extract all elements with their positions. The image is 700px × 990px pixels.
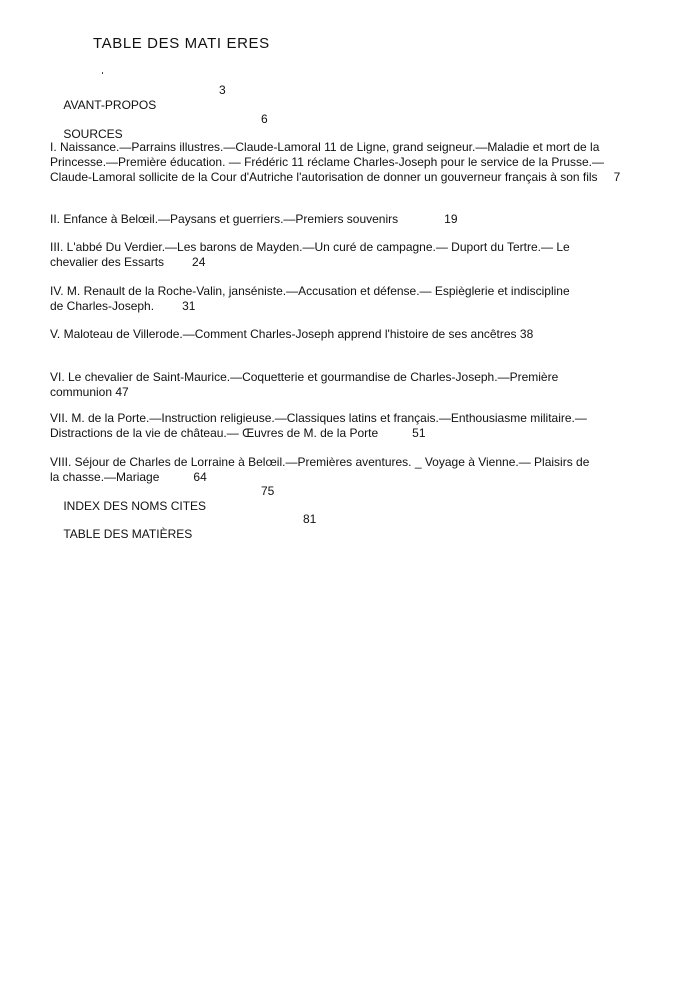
toc-entry-page: 75 — [261, 484, 275, 498]
toc-entry-label: VIII. Séjour de Charles de Lorraine à Belœil.—Premières aventures. _ Voyage à Vienne.— Plaisirs de la chasse.—Mariage — [50, 455, 593, 484]
toc-entry-label: VI. Le chevalier de Saint-Maurice.—Coquetterie et gourmandise de Charles-Joseph.—Première communion — [50, 370, 562, 399]
toc-entry-page: 6 — [261, 112, 268, 126]
toc-entry-page: 51 — [412, 425, 426, 440]
toc-entry-chapter-7 — [50, 411, 610, 441]
toc-entry-label: AVANT-PROPOS — [63, 97, 157, 112]
ink-speck — [102, 72, 103, 74]
toc-entry-label: I. Naissance.—Parrains illustres.—Claude-Lamoral 11 de Ligne, grand seigneur.—Maladie et mort de la Princesse.—Première éducation. — Frédéric 11 réclame Charles-Joseph pour le service de la Prusse.—Claude-Lamoral sollicite de la Cour d'Autriche l'autorisation de donner un gouverneur français à son fils — [50, 140, 605, 184]
toc-entry-table-des-matieres — [50, 512, 650, 571]
toc-entry-chapter-8 — [50, 455, 595, 485]
toc-entry-page: 19 — [444, 212, 458, 226]
toc-entry-label: III. L'abbé Du Verdier.—Les barons de Mayden.—Un curé de campagne.— Duport du Tertre.— Le chevalier des Essarts — [50, 240, 574, 269]
toc-entry-label: II. Enfance à Belœil.—Paysans et guerriers.—Premiers souvenirs — [50, 212, 399, 226]
toc-entry-label: IV. M. Renault de la Roche-Valin, janséniste.—Accusation et défense.— Espièglerie et indiscipline de Charles-Joseph. — [50, 284, 573, 313]
toc-entry-label: TABLE DES MATIÈRES — [63, 526, 193, 541]
toc-entry-page: 7 — [613, 169, 621, 184]
toc-entry-chapter-2 — [50, 212, 650, 227]
toc-entry-page: 38 — [519, 327, 534, 341]
page-title: TABLE DES MATI ERES — [93, 35, 270, 52]
toc-entry-page: 47 — [115, 384, 129, 399]
toc-entry-label: V. Maloteau de Villerode.—Comment Charles-Joseph apprend l'histoire de ses ancêtres — [50, 327, 517, 341]
toc-entry-chapter-4 — [50, 284, 573, 314]
toc-entry-page: 3 — [219, 83, 226, 97]
toc-entry-chapter-3 — [50, 240, 620, 270]
toc-entry-page: 81 — [303, 512, 317, 526]
toc-entry-chapter-6 — [50, 370, 620, 400]
toc-entry-page: 31 — [182, 298, 196, 313]
toc-entry-label: VII. M. de la Porte.—Instruction religieuse.—Classiques latins et français.—Enthousiasme militaire.—Distractions de la vie de château.— Œuvres de M. de la Porte — [50, 411, 587, 440]
toc-entry-page: 64 — [193, 469, 207, 484]
toc-entry-label: SOURCES — [63, 126, 123, 141]
toc-entry-page: 24 — [192, 254, 206, 269]
toc-entry-chapter-5 — [50, 327, 575, 342]
toc-entry-chapter-1 — [50, 140, 645, 184]
toc-entry-label: INDEX DES NOMS CITES — [63, 498, 207, 513]
